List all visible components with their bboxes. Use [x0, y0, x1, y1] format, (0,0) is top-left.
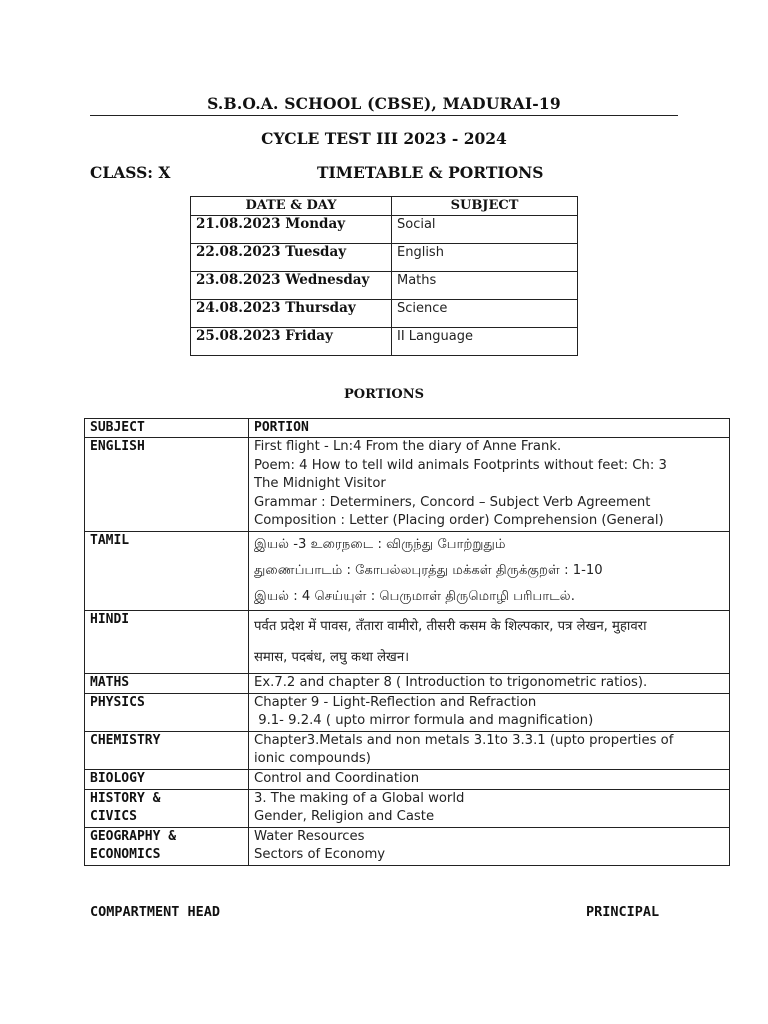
timetable-subject: Maths [392, 272, 578, 300]
principal-signature: PRINCIPAL [586, 904, 660, 920]
portion-line: துணைப்பாடம் : கோபல்லபுரத்து மக்கள் திருக்குறள் : 1-10 [254, 562, 603, 578]
timetable-header-row [191, 197, 578, 216]
portion-line: Poem: 4 How to tell wild animals Footprints without feet: Ch: 3 [254, 457, 667, 473]
portion-line: Composition : Letter (Placing order) Comprehension (General) [254, 513, 664, 529]
timetable-date: 22.08.2023 Tuesday [191, 244, 392, 272]
timetable-row [191, 244, 578, 272]
timetable-subject: Science [392, 300, 578, 328]
timetable-subject: II Language [392, 328, 578, 356]
timetable-row [191, 328, 578, 356]
portion-line: The Midnight Visitor [254, 476, 386, 492]
portion-line: ionic compounds) [254, 751, 371, 767]
timetable-subject: English [392, 244, 578, 272]
timetable-row [191, 272, 578, 300]
timetable-date: 24.08.2023 Thursday [191, 300, 392, 328]
subject-label: BIOLOGY [90, 770, 145, 786]
timetable-header-date: DATE & DAY [191, 197, 392, 216]
portions-header-portion: PORTION [249, 419, 730, 438]
portion-details [249, 438, 730, 532]
subject-label: HISTORY & [90, 790, 161, 806]
subject-label: MATHS [90, 674, 130, 690]
portion-subject [85, 438, 249, 532]
title-underline [90, 115, 678, 116]
portions-table [84, 418, 730, 866]
portion-row-physics [85, 693, 730, 731]
portion-subject [85, 693, 249, 731]
class-label: CLASS: X [90, 163, 171, 182]
portion-details [249, 531, 730, 610]
portion-line: Grammar : Determiners, Concord – Subject Verb Agreement [254, 494, 651, 510]
portion-row-history-civics [85, 789, 730, 827]
exam-title: CYCLE TEST III 2023 - 2024 [261, 129, 507, 148]
portion-details [249, 789, 730, 827]
portion-subject [85, 827, 249, 865]
portion-line: Control and Coordination [254, 770, 420, 786]
portion-line: Gender, Religion and Caste [254, 809, 435, 825]
portion-row-chemistry [85, 731, 730, 769]
portions-header-row [85, 419, 730, 438]
portion-line: இயல் : 4 செய்யுள் : பெருமாள் திருமொழி பரிபாடல். [254, 588, 575, 604]
subject-label: HINDI [90, 611, 130, 627]
portion-subject [85, 610, 249, 673]
portion-line: Ex.7.2 and chapter 8 ( Introduction to trigonometric ratios). [254, 674, 648, 690]
portion-row-tamil [85, 531, 730, 610]
portion-row-geography-economics [85, 827, 730, 865]
portion-row-maths [85, 673, 730, 693]
portion-subject [85, 673, 249, 693]
portion-row-biology [85, 769, 730, 789]
portion-line: First flight - Ln:4 From the diary of Anne Frank. [254, 439, 562, 454]
portion-details [249, 673, 730, 693]
portion-details [249, 610, 730, 673]
portion-subject [85, 769, 249, 789]
portions-header-subject: SUBJECT [85, 419, 249, 438]
portions-heading: PORTIONS [343, 387, 425, 402]
section-title: TIMETABLE & PORTIONS [317, 163, 544, 182]
subject-label: PHYSICS [90, 694, 145, 710]
subject-label: ECONOMICS [90, 847, 161, 863]
portion-details [249, 693, 730, 731]
portion-row-hindi [85, 610, 730, 673]
timetable-row [191, 300, 578, 328]
portion-line: Chapter3.Metals and non metals 3.1to 3.3.1 (upto properties of [254, 732, 674, 748]
timetable-header-subject: SUBJECT [392, 197, 578, 216]
portion-details [249, 769, 730, 789]
portion-row-english [85, 438, 730, 532]
portion-line: समास, पदबंध, लघु कथा लेखन। [254, 649, 410, 665]
timetable [190, 196, 578, 356]
subject-label: TAMIL [90, 532, 130, 548]
subject-label: CIVICS [90, 809, 137, 825]
portion-line: Chapter 9 - Light-Reflection and Refraction [254, 694, 537, 710]
portion-subject [85, 531, 249, 610]
timetable-date: 23.08.2023 Wednesday [191, 272, 392, 300]
portion-details [249, 731, 730, 769]
portion-subject [85, 731, 249, 769]
timetable-subject: Social [392, 216, 578, 244]
portion-details [249, 827, 730, 865]
subject-label: ENGLISH [90, 439, 145, 454]
school-name: S.B.O.A. SCHOOL (CBSE), MADURAI-19 [207, 94, 561, 113]
portion-line: Sectors of Economy [254, 847, 386, 863]
portion-line: पर्वत प्रदेश में पावस, तँतारा वामीरो, तीसरी कसम के शिल्पकार, पत्र लेखन, मुहावरा [254, 618, 647, 634]
portion-line: 9.1- 9.2.4 ( upto mirror formula and magnification) [254, 713, 594, 729]
portion-subject [85, 789, 249, 827]
timetable-date: 25.08.2023 Friday [191, 328, 392, 356]
timetable-date: 21.08.2023 Monday [191, 216, 392, 244]
portion-line: இயல் -3 உரைநடை : விருந்து போற்றுதும் [254, 536, 506, 552]
timetable-row [191, 216, 578, 244]
subject-label: GEOGRAPHY & [90, 828, 177, 844]
portion-line: 3. The making of a Global world [254, 790, 465, 806]
subject-label: CHEMISTRY [90, 732, 161, 748]
compartment-head-signature: COMPARTMENT HEAD [90, 904, 221, 920]
portion-line: Water Resources [254, 828, 365, 844]
